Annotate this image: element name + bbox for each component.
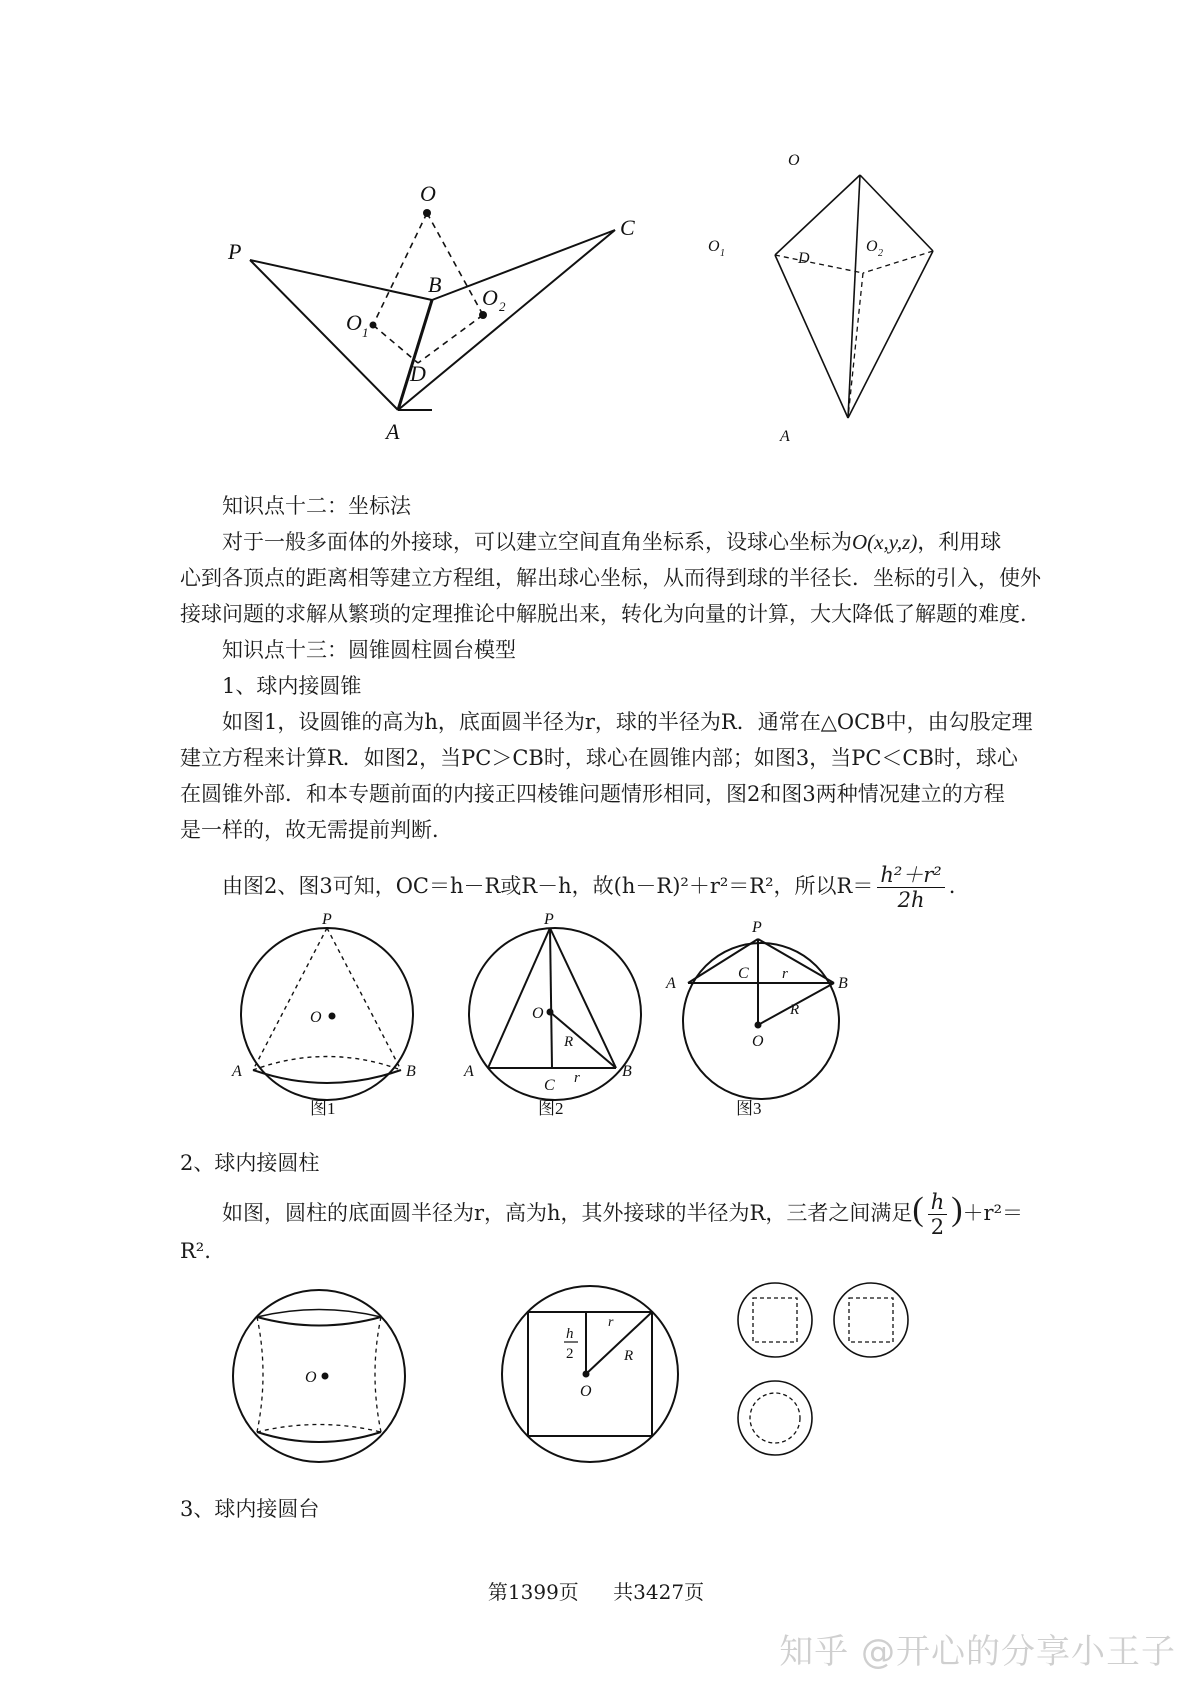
k12-line-2: 心到各顶点的距离相等建立方程组，解出球心坐标，从而得到球的半径长．坐标的引入，使外 <box>180 566 1041 590</box>
watermark: 知乎 @开心的分享小王子 <box>779 1632 1176 1672</box>
formula-fraction: $\frac{\text{h²＋r²}}{2h}$ <box>877 863 944 912</box>
label-O: O <box>752 1033 764 1050</box>
figure-cylinder-sphere <box>235 1282 405 1468</box>
label-B: B <box>838 975 848 992</box>
sub1-line-1: 如图1，设圆锥的高为h，底面圆半径为r，球的半径为R．通常在△OCB中，由勾股定理 <box>222 710 1033 734</box>
figure-2-cone <box>458 911 668 1118</box>
figure-1-caption: 图1 <box>310 1099 336 1118</box>
k12-line-1: 对于一般多面体的外接球，可以建立空间直角坐标系，设球心坐标为O(x,y,z)，利用球 <box>222 530 1002 554</box>
figure-3-cone <box>660 918 860 1118</box>
label-O1: O <box>708 238 720 255</box>
label-h: h <box>566 1326 574 1342</box>
label-C: C <box>738 965 749 982</box>
k12-line-3: 接球问题的求解从繁琐的定理推论中解脱出来，转化为向量的计算，大大降低了解题的难度． <box>180 602 1041 626</box>
sub3-title: 3、球内接圆台 <box>180 1497 320 1521</box>
figure-1-cone <box>230 911 440 1118</box>
figure-2-caption: 图2 <box>538 1099 564 1118</box>
figure-tetrahedron-left <box>220 175 670 445</box>
k12-block <box>180 488 1041 848</box>
label-P: P <box>228 239 242 264</box>
sub1-formula: 由图2、图3可知，OC＝h－R或R－h，故(h－R)²＋r²＝R²，所以R＝ $\frac{\text{h²＋r²}}{2h}$ . <box>222 863 956 912</box>
label-O1-sub: 1 <box>720 248 725 259</box>
label-P: P <box>752 919 762 936</box>
label-O: O <box>310 1009 322 1026</box>
figure-tetrahedron-right <box>708 152 960 455</box>
label-B: B <box>428 272 442 297</box>
label-A: A <box>666 975 676 992</box>
sub2-line-2: R². <box>180 1239 211 1263</box>
figure-3-caption: 图3 <box>736 1099 762 1118</box>
label-O1: O <box>346 310 362 335</box>
label-r: r <box>782 966 788 982</box>
k13-title: 知识点十三：圆锥圆柱圆台模型 <box>222 638 516 662</box>
label-B: B <box>622 1063 632 1080</box>
label-P: P <box>322 911 332 928</box>
label-r: r <box>608 1315 614 1330</box>
label-O: O <box>420 181 436 206</box>
label-B: B <box>406 1063 416 1080</box>
label-C: C <box>620 215 635 240</box>
figure-cylinder-section <box>500 1282 680 1468</box>
label-C: C <box>544 1077 555 1094</box>
page-footer <box>0 1576 1192 1605</box>
label-R: R <box>624 1348 634 1364</box>
sub1-line-3: 在圆锥外部．和本专题前面的内接正四棱锥问题情形相同，图2和图3两种情况建立的方程 <box>180 782 1005 806</box>
label-P: P <box>544 911 554 928</box>
total-pages: 共3427页 <box>613 1580 705 1604</box>
label-R: R <box>790 1002 800 1018</box>
h-over-2: $\frac{h}{2}$ <box>928 1190 948 1239</box>
sub2-title: 2、球内接圆柱 <box>180 1151 320 1175</box>
page-number: 第1399页 <box>487 1580 579 1604</box>
sub2-line-1: 如图，圆柱的底面圆半径为r，高为h，其外接球的半径为R，三者之间满足( $\frac{h}{2}$ )＋r²＝ <box>222 1190 1024 1239</box>
figure-cylinder-views <box>735 1280 935 1480</box>
label-O1-sub: 1 <box>362 325 369 340</box>
label-O: O <box>532 1005 544 1022</box>
label-O: O <box>788 152 800 169</box>
label-O: O <box>305 1369 317 1386</box>
label-O2: O <box>482 285 498 310</box>
label-A: A <box>780 428 790 445</box>
sub1-line-2: 建立方程来计算R．如图2，当PC＞CB时，球心在圆锥内部；如图3，当PC＜CB时，球心 <box>180 746 1018 770</box>
label-D: D <box>798 250 810 267</box>
sub1-title: 1、球内接圆锥 <box>222 674 362 698</box>
sub1-line-4: 是一样的，故无需提前判断． <box>180 818 453 842</box>
label-O2-sub: 2 <box>878 248 883 259</box>
label-A: A <box>386 419 400 444</box>
k12-coordinate: O(x,y,z) <box>852 530 918 554</box>
label-A: A <box>232 1063 242 1080</box>
label-r: r <box>574 1070 580 1086</box>
label-O: O <box>580 1383 592 1400</box>
label-O2-sub: 2 <box>499 299 506 314</box>
label-A: A <box>464 1063 474 1080</box>
label-2: 2 <box>566 1346 574 1362</box>
k12-title: 知识点十二：坐标法 <box>222 494 411 518</box>
label-R: R <box>564 1034 574 1050</box>
label-D: D <box>410 361 426 386</box>
label-O2: O <box>866 238 878 255</box>
